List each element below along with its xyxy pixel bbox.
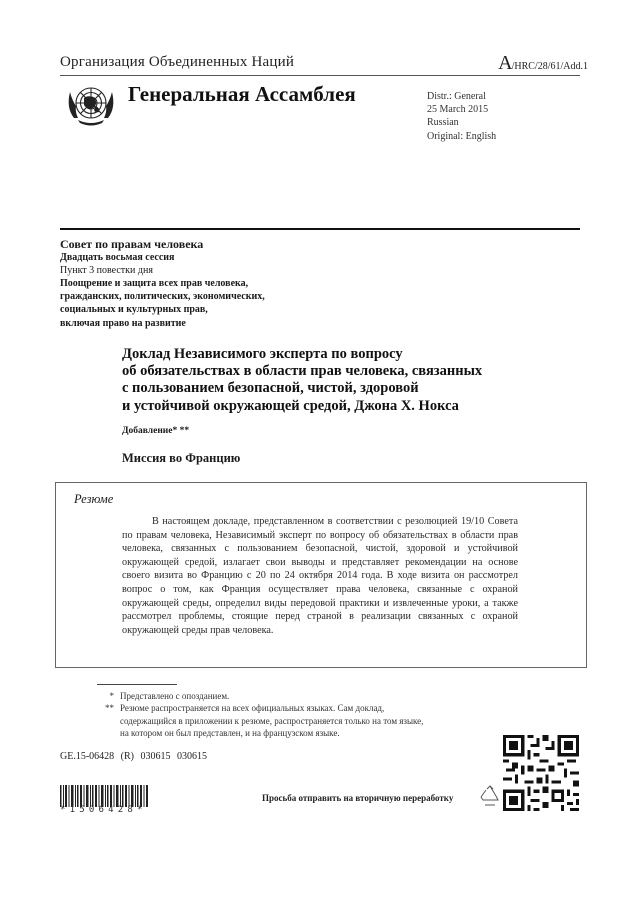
original-language: Original: English [427, 130, 497, 142]
footnote-rule [97, 684, 177, 685]
mission-subtitle: Миссия во Францию [122, 451, 241, 465]
footnotes [98, 690, 428, 740]
title-line: с пользованием безопасной, чистой, здоровой [122, 380, 419, 397]
addendum-label: Добавление* ** [122, 426, 190, 436]
symbol-rest: /HRC/28/61/Add.1 [511, 61, 588, 72]
agenda-item: Пункт 3 повестки дня [60, 265, 153, 277]
council-block [60, 238, 265, 330]
body-name: Генеральная Ассамблея [128, 82, 356, 106]
topic-line: Поощрение и защита всех прав человека, [60, 278, 249, 290]
topic-line: гражданских, политических, экономических, [60, 291, 265, 303]
footnote-mark: * [109, 691, 114, 701]
topic-line: включая право на развитие [60, 317, 186, 329]
summary-heading: Резюме [74, 492, 114, 506]
footnote [98, 690, 428, 702]
title-line: и устойчивой окружающей средой, Джона Х. Нокса [122, 397, 459, 414]
distribution-date: 25 March 2015 [427, 104, 489, 116]
barcode-icon [60, 785, 148, 807]
footnote [98, 702, 428, 739]
topic-line: социальных и культурных прав, [60, 304, 208, 316]
title-line: Доклад Независимого эксперта по вопросу [122, 346, 403, 362]
recycle-notice: Просьба отправить на вторичную переработку [262, 793, 454, 803]
footnote-text: Резюме распространяется на всех официальных языках. Сам доклад, содержащийся в приложении к резюме, распространяется только на том языке, на котором он был представлен, и на французском языке. [120, 703, 424, 739]
document-number: GE.15-06428 (R) 030615 030615 [60, 751, 207, 762]
organization-name: Организация Объединенных Наций [60, 54, 295, 70]
footnote-text: Представлено с опозданием. [120, 691, 230, 701]
recycle-icon [480, 785, 500, 807]
session: Двадцать восьмая сессия [60, 252, 175, 264]
header-divider [60, 228, 580, 230]
symbol-prefix: A [498, 52, 512, 74]
title-line: об обязательствах в области прав человека, связанных [122, 363, 483, 380]
council-name: Совет по правам человека [60, 237, 204, 251]
distribution-info [427, 90, 496, 143]
un-emblem-icon [62, 80, 120, 130]
barcode-number: *1506428* [60, 805, 147, 815]
report-title [122, 346, 542, 415]
document-language: Russian [427, 117, 459, 129]
distribution-type: Distr.: General [427, 91, 486, 102]
header-rule [60, 75, 580, 76]
qr-code-icon [503, 735, 579, 811]
footnote-mark: ** [105, 703, 114, 714]
summary-text: В настоящем докладе, представленном в соответствии с резолюцией 19/10 Совета по правам человека, Независимый эксперт по вопросу об обязательствах в области прав человека, связанных с пользованием безопасной, чистой, здоровой и устойчивой окружающей средой, излагает свои выводы и представляет рекомендации на основе своего визита во Францию с 20 по 24 октября 2014 года. В ходе визита он рассмотрел вопрос о том, как Франция осуществляет права человека, связанные с охраной окружающей среды, определил виды передовой практики и извлеченные уроки, а также рассмотрел проблемы, стоящие перед страной в реализации связанных с охраной окружающей среды прав человека. [122, 516, 518, 636]
document-symbol [498, 52, 588, 75]
